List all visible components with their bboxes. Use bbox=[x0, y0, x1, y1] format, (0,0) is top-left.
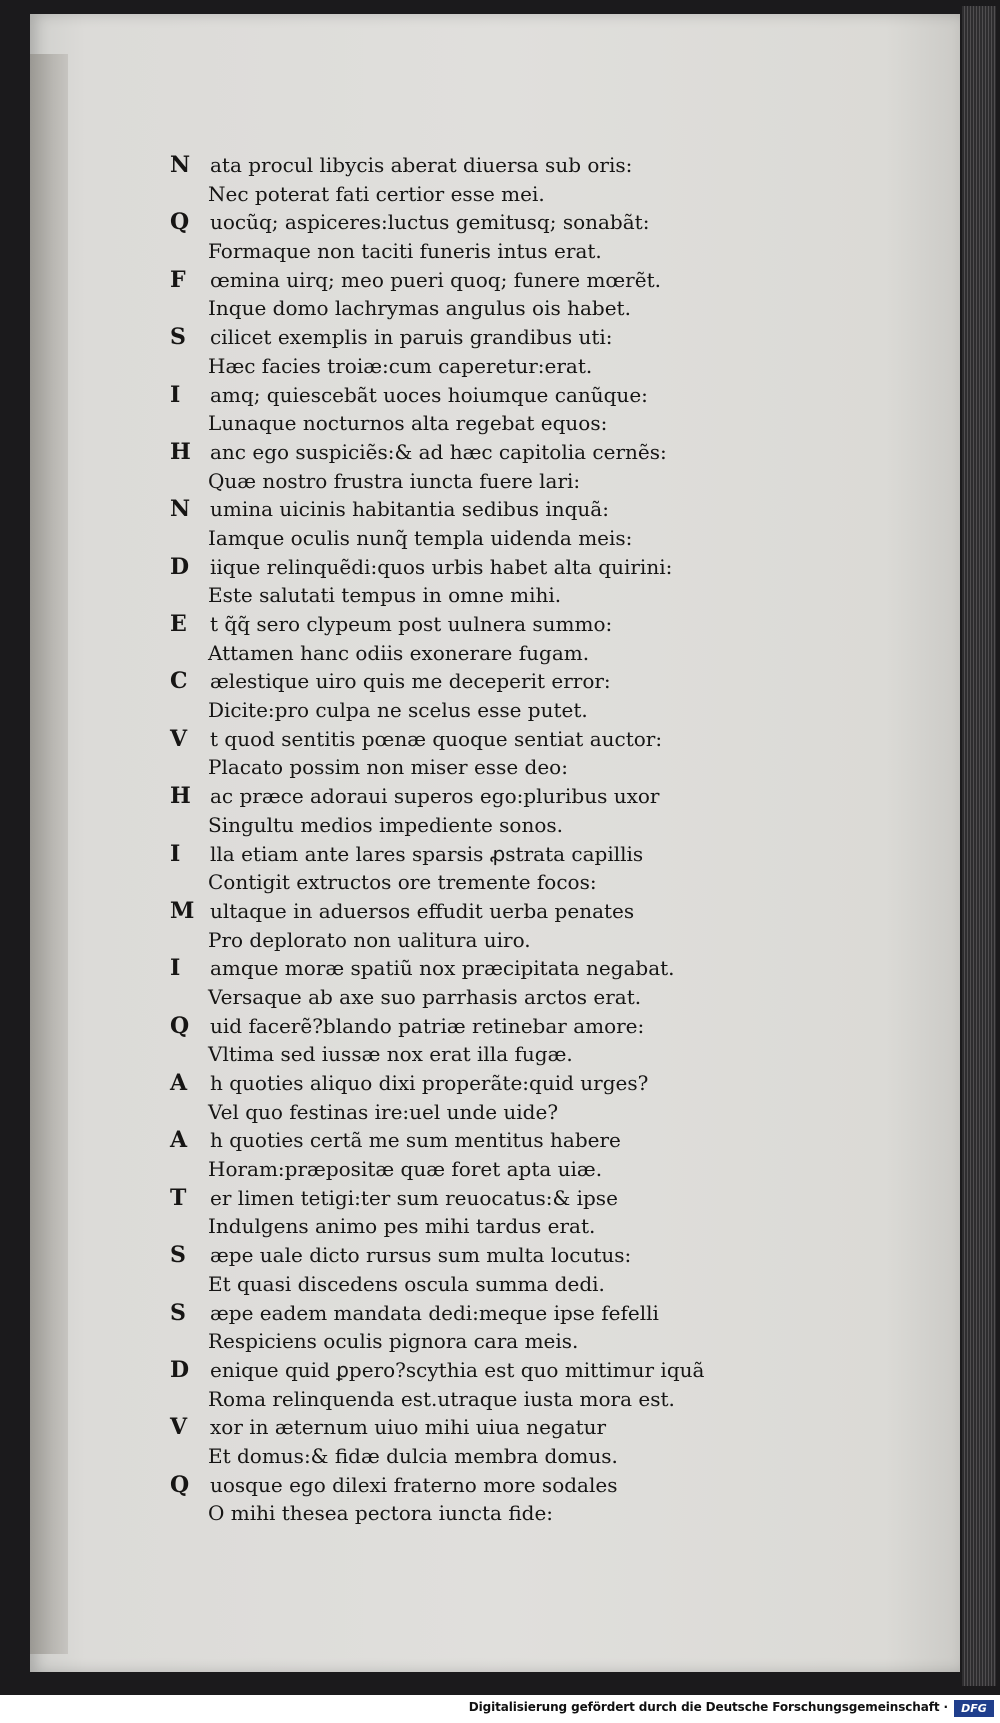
verse-line-first bbox=[170, 151, 710, 180]
verse-line-second: Dicite:pro culpa ne scelus esse putet. bbox=[208, 698, 588, 723]
verse-line-first bbox=[170, 381, 710, 410]
verse-line-first bbox=[170, 840, 710, 869]
verse-line-first bbox=[170, 1126, 710, 1155]
initial-letter: I bbox=[170, 381, 181, 408]
verse-line-second: Et quasi discedens oscula summa dedi. bbox=[208, 1271, 605, 1296]
verse-text: æpe eadem mandata dedi:meque ipse fefelli bbox=[210, 1300, 659, 1325]
verse-text: er limen tetigi:ter sum reuocatus:& ipse bbox=[210, 1185, 618, 1210]
verse-line-first bbox=[170, 725, 710, 754]
verse-line-first bbox=[170, 438, 710, 467]
page-edges bbox=[962, 6, 996, 1686]
verse-line-second: Roma relinquenda est.utraque iusta mora est. bbox=[208, 1386, 675, 1411]
verse-line-first bbox=[170, 954, 710, 983]
verse-line-second: Quæ nostro frustra iuncta fuere lari: bbox=[208, 468, 581, 493]
verse-text: xor in æternum uiuo mihi uiua negatur bbox=[210, 1415, 607, 1440]
verse-line-second: Vltima sed iussæ nox erat illa fugæ. bbox=[208, 1042, 573, 1067]
verse-line-second: Pro deplorato non ualitura uiro. bbox=[208, 927, 531, 952]
initial-letter: Q bbox=[170, 1471, 190, 1498]
verse-line-first bbox=[170, 667, 710, 696]
verse-line-first bbox=[170, 208, 710, 237]
initial-letter: I bbox=[170, 840, 181, 867]
dfg-logo[interactable]: DFG bbox=[954, 1700, 994, 1717]
initial-letter: D bbox=[170, 553, 190, 580]
book-page bbox=[30, 14, 960, 1672]
verse-line-second: Singultu medios impediente sonos. bbox=[208, 812, 563, 837]
verse-line-second: Nec poterat fati certior esse mei. bbox=[208, 181, 545, 206]
verse-line-second: O mihi thesea pectora iuncta fide: bbox=[208, 1501, 554, 1526]
footer-bar bbox=[0, 1695, 1000, 1723]
verse-line-second: Lunaque nocturnos alta regebat equos: bbox=[208, 411, 608, 436]
verse-text: ata procul libycis aberat diuersa sub oris: bbox=[210, 153, 633, 177]
verse-text: uosque ego dilexi fraterno more sodales bbox=[210, 1472, 618, 1497]
facing-page-edge bbox=[30, 54, 68, 1654]
verse-text: t quod sentitis pœnæ quoque sentiat auctor: bbox=[210, 726, 663, 751]
verse-line-second: Respiciens oculis pignora cara meis. bbox=[208, 1329, 579, 1354]
verse-text: anc ego suspiciẽs:& ad hæc capitolia cernẽs: bbox=[210, 439, 667, 464]
verse-line-first bbox=[170, 1471, 710, 1500]
initial-letter: S bbox=[170, 1242, 186, 1269]
verse-text: ultaque in aduersos effudit uerba penates bbox=[210, 898, 635, 923]
verse-text: enique quid ꝑpero?scythia est quo mittimur iquã bbox=[210, 1357, 705, 1382]
verse-line-first bbox=[170, 323, 710, 352]
verse-line-second: Este salutati tempus in omne mihi. bbox=[208, 583, 562, 608]
verse-line-second: Attamen hanc odiis exonerare fugam. bbox=[208, 640, 590, 665]
initial-letter: M bbox=[170, 897, 195, 924]
initial-letter: C bbox=[170, 668, 188, 695]
initial-letter: I bbox=[170, 955, 181, 982]
verse-text: ac præce adoraui superos ego:pluribus uxor bbox=[210, 784, 660, 809]
verse-line-first bbox=[170, 495, 710, 524]
verse-text: cilicet exemplis in paruis grandibus uti: bbox=[210, 325, 613, 350]
verse-line-second: Horam:præpositæ quæ foret apta uiæ. bbox=[208, 1157, 603, 1182]
initial-letter: S bbox=[170, 1299, 186, 1326]
verse-line-first bbox=[170, 782, 710, 811]
verse-text: œmina uirq; meo pueri quoq; funere mœrẽt. bbox=[210, 267, 661, 292]
initial-letter: E bbox=[170, 611, 187, 637]
verse-text: amq; quiescebãt uoces hoiumque canũque: bbox=[210, 382, 648, 407]
initial-letter: V bbox=[170, 725, 188, 752]
verse-text: ælestique uiro quis me deceperit error: bbox=[210, 669, 611, 694]
verse-line-first bbox=[170, 1184, 710, 1213]
verse-text: lla etiam ante lares sparsis ꝓstrata capillis bbox=[210, 841, 644, 866]
verse-line-second: Hæc facies troiæ:cum caperetur:erat. bbox=[208, 353, 593, 378]
verse-line-first bbox=[170, 1413, 710, 1442]
verse-line-second: Contigit extructos ore tremente focos: bbox=[208, 870, 597, 895]
verse-text: æpe uale dicto rursus sum multa locutus: bbox=[210, 1243, 632, 1268]
poem-text bbox=[170, 151, 710, 1528]
verse-line-first bbox=[170, 1069, 710, 1098]
verse-line-first bbox=[170, 1012, 710, 1041]
verse-line-second: Vel quo festinas ire:uel unde uide? bbox=[208, 1099, 559, 1124]
initial-letter: S bbox=[170, 324, 186, 351]
verse-line-first bbox=[170, 266, 710, 295]
verse-text: uocũq; aspiceres:luctus gemitusq; sonabãt: bbox=[210, 210, 650, 235]
footer-credit: Digitalisierung gefördert durch die Deutsche Forschungsgemeinschaft · bbox=[468, 1700, 948, 1714]
verse-text: uid facerẽ?blando patriæ retinebar amore: bbox=[210, 1013, 645, 1038]
verse-line-second: Placato possim non miser esse deo: bbox=[208, 755, 568, 780]
initial-letter: N bbox=[170, 496, 191, 523]
verse-text: amque moræ spatiũ nox præcipitata negabat. bbox=[210, 956, 675, 981]
verse-line-second: Formaque non taciti funeris intus erat. bbox=[208, 239, 602, 264]
verse-text: iique relinquẽdi:quos urbis habet alta quirini: bbox=[210, 554, 673, 579]
initial-letter: Q bbox=[170, 209, 190, 236]
verse-line-second: Versaque ab axe suo parrhasis arctos erat. bbox=[208, 984, 642, 1009]
verse-line-first bbox=[170, 1241, 710, 1270]
verse-line-first bbox=[170, 1299, 710, 1328]
verse-line-second: Iamque oculis nunq̃ templa uidenda meis: bbox=[208, 525, 633, 550]
verse-line-first bbox=[170, 610, 710, 639]
verse-line-second: Indulgens animo pes mihi tardus erat. bbox=[208, 1214, 596, 1239]
initial-letter: A bbox=[170, 1127, 188, 1154]
verse-text: t q̃q̃ sero clypeum post uulnera summo: bbox=[210, 612, 613, 636]
verse-line-second: Inque domo lachrymas angulus ois habet. bbox=[208, 296, 631, 321]
initial-letter: A bbox=[170, 1070, 188, 1096]
initial-letter: D bbox=[170, 1356, 190, 1383]
verse-text: h quoties certã me sum mentitus habere bbox=[210, 1128, 621, 1153]
initial-letter: V bbox=[170, 1414, 188, 1441]
initial-letter: N bbox=[170, 152, 191, 178]
initial-letter: F bbox=[170, 266, 186, 293]
verse-line-first bbox=[170, 1356, 710, 1385]
initial-letter: T bbox=[170, 1184, 187, 1211]
verse-line-second: Et domus:& fidæ dulcia membra domus. bbox=[208, 1443, 618, 1468]
initial-letter: H bbox=[170, 438, 191, 465]
verse-text: h quoties aliquo dixi properãte:quid urges? bbox=[210, 1071, 649, 1095]
verse-line-first bbox=[170, 553, 710, 582]
verse-line-first bbox=[170, 897, 710, 926]
initial-letter: H bbox=[170, 783, 191, 810]
verse-text: umina uicinis habitantia sedibus inquã: bbox=[210, 497, 609, 522]
initial-letter: Q bbox=[170, 1012, 190, 1039]
